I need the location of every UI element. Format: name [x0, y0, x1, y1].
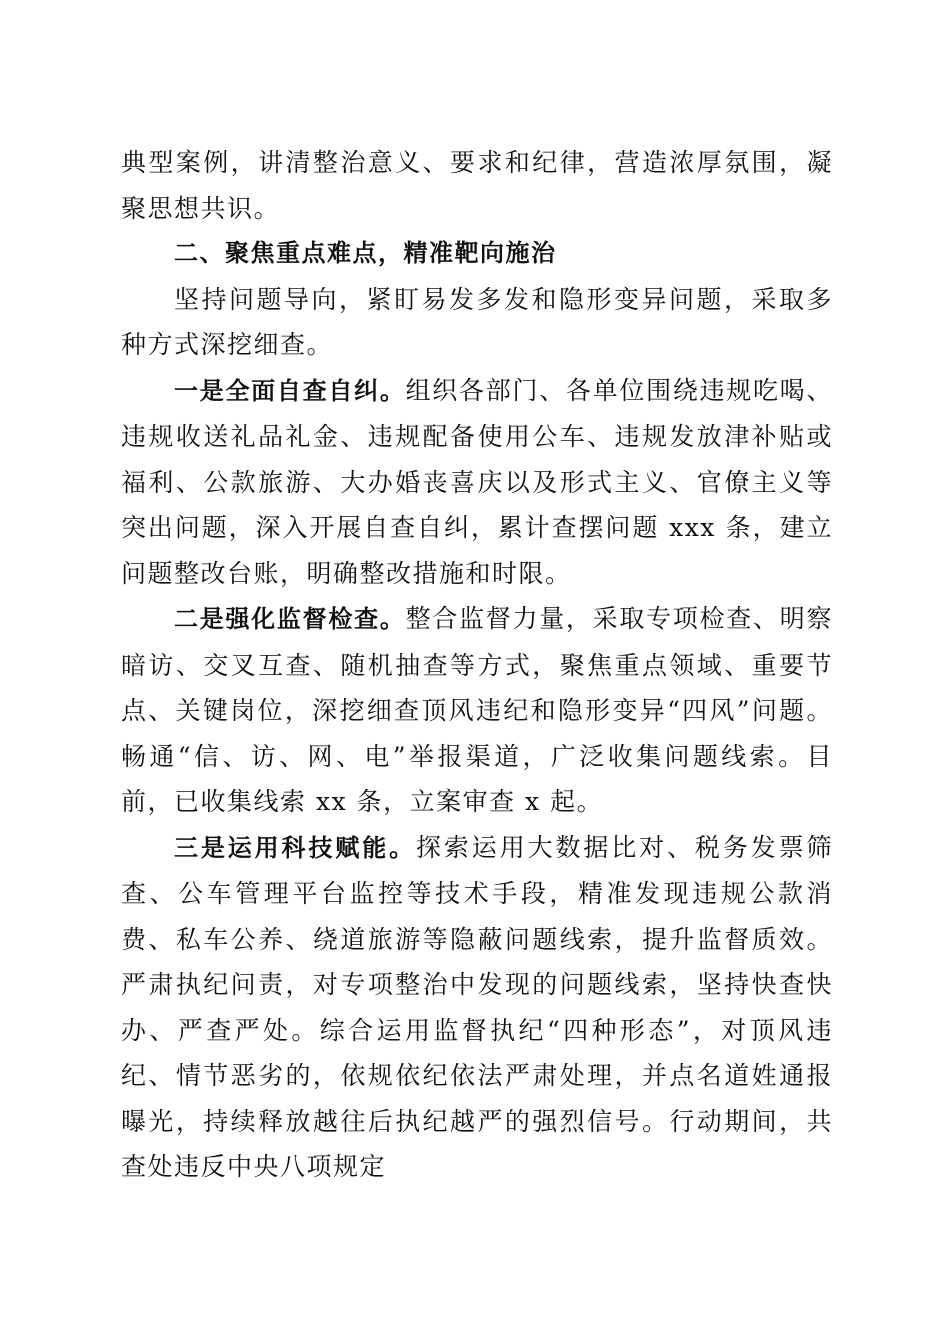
lead-phrase: 二是强化监督检查。 — [174, 605, 406, 633]
paragraph-technology — [121, 825, 833, 1190]
paragraph-supervision — [121, 596, 833, 825]
lead-phrase: 三是运用科技赋能。 — [174, 833, 417, 862]
paragraph-intro: 坚持问题导向，紧盯易发多发和隐形变异问题，采取多种方式深挖细查。 — [121, 284, 833, 359]
section-heading: 二、聚焦重点难点，精准靶向施治 — [174, 239, 557, 267]
paragraph-text: 整合监督力量，采取专项检查、明察暗访、交叉互查、随机抽查等方式，聚焦重点领域、重要节点、关键岗位，深挖细查顶风违纪和隐形变异“四风”问题。畅通“信、访、网、电”举报渠道，广泛收集问题线索。目前，已收集线索 xx 条，立案审查 x 起。 — [121, 604, 833, 816]
paragraph-text: 组织各部门、各单位围绕违规吃喝、违规收送礼品礼金、违规配备使用公车、违规发放津补贴或福利、公款旅游、大办婚丧喜庆以及形式主义、官僚主义等突出问题，深入开展自查自纠，累计查摆问题 xxx 条，建立问题整改台账，明确整改措施和时限。 — [121, 375, 833, 588]
paragraph-continuation: 典型案例，讲清整治意义、要求和纪律，营造浓厚氛围，凝聚思想共识。 — [121, 148, 833, 223]
paragraph-self-inspection — [121, 368, 833, 597]
lead-phrase: 一是全面自查自纠。 — [174, 376, 406, 405]
paragraph-text: 探索运用大数据比对、税务发票筛查、公车管理平台监控等技术手段，精准发现违规公款消费、私车公养、绕道旅游等隐蔽问题线索，提升监督质效。严肃执纪问责，对专项整治中发现的问题线索，坚持快查快办、严查严处。综合运用监督执纪“四种形态”，对顶风违纪、情节恶劣的，依规依纪依法严肃处理，并点名道姓通报曝光，持续释放越往后执纪越严的强烈信号。行动期间，共查处违反中央八项规定 — [121, 832, 833, 1181]
document-body — [121, 140, 833, 1190]
